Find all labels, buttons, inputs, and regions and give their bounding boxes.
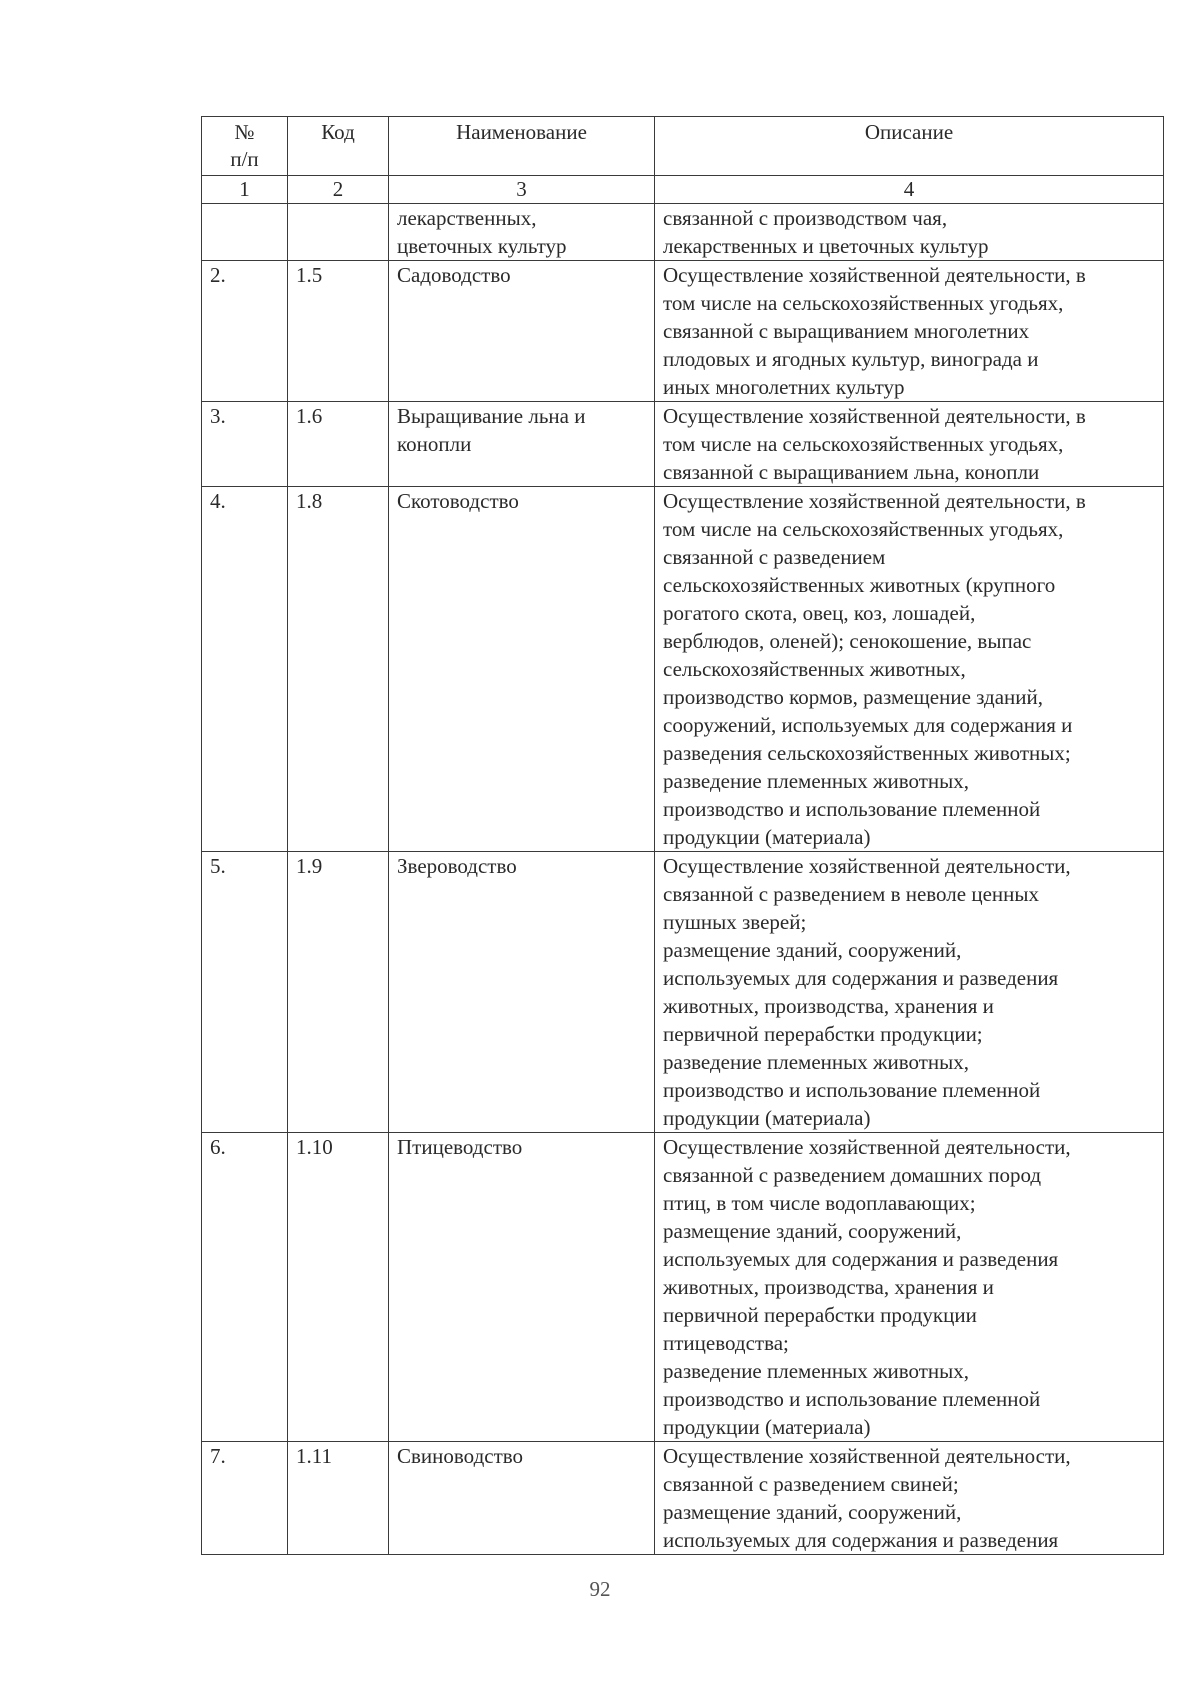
row-description-text: связанной с производством чая, лекарственных и цветочных культур xyxy=(663,206,989,258)
row-code xyxy=(288,204,389,261)
row-description-text: Осуществление хозяйственной деятельности, связанной с разведением домашних пород птиц, в том числе водоплавающих; размещение зданий, сооружений, используемых для содержания и разведения животных, производства, хранения и первичной перерабстки продукции птицеводства; разведение племенных животных, производство и использование племенной продукции (материала) xyxy=(663,1135,1071,1439)
row-num: 3. xyxy=(202,402,288,487)
row-description xyxy=(655,261,1164,402)
row-name-text: Звероводство xyxy=(397,854,517,878)
column-number: 3 xyxy=(389,176,655,204)
row-description xyxy=(655,852,1164,1133)
row-description-text: Осуществление хозяйственной деятельности, в том числе на сельскохозяйственных угодьях, связанной с разведением сельскохозяйственных животных (крупного рогатого скота, овец, коз, лошадей, верблюдов, оленей); сенокошение, выпас сельскохозяйственных животных, производство кормов, размещение зданий, сооружений, используемых для содержания и разведения сельскохозяйственных животных; разведение племенных животных, производство и использование племенной продукции (материала) xyxy=(663,489,1086,849)
table-header-row xyxy=(202,117,1164,176)
row-description xyxy=(655,1133,1164,1442)
row-description xyxy=(655,1442,1164,1555)
table-row xyxy=(202,852,1164,1133)
row-description-text: Осуществление хозяйственной деятельности, связанной с разведением свиней; размещение зданий, сооружений, используемых для содержания и разведения xyxy=(663,1444,1071,1552)
row-code: 1.9 xyxy=(288,852,389,1133)
column-number: 1 xyxy=(202,176,288,204)
header-name: Наименование xyxy=(389,117,655,176)
row-name xyxy=(389,402,655,487)
table-row xyxy=(202,1133,1164,1442)
table-row xyxy=(202,261,1164,402)
row-num: 5. xyxy=(202,852,288,1133)
row-code: 1.11 xyxy=(288,1442,389,1555)
row-name xyxy=(389,261,655,402)
column-numbers-row xyxy=(202,176,1164,204)
row-name xyxy=(389,487,655,852)
row-name-text: Садоводство xyxy=(397,263,511,287)
row-code: 1.6 xyxy=(288,402,389,487)
row-name xyxy=(389,204,655,261)
table-row xyxy=(202,1442,1164,1555)
row-code: 1.5 xyxy=(288,261,389,402)
row-num: 2. xyxy=(202,261,288,402)
row-name-text: лекарственных, цветочных культур xyxy=(397,206,567,258)
header-code: Код xyxy=(288,117,389,176)
row-description-text: Осуществление хозяйственной деятельности, в том числе на сельскохозяйственных угодьях, связанной с выращиванием льна, конопли xyxy=(663,404,1086,484)
header-description: Описание xyxy=(655,117,1164,176)
row-code: 1.8 xyxy=(288,487,389,852)
row-name-text: Выращивание льна и конопли xyxy=(397,404,586,456)
row-description xyxy=(655,204,1164,261)
column-number: 2 xyxy=(288,176,389,204)
row-num: 7. xyxy=(202,1442,288,1555)
row-name xyxy=(389,1442,655,1555)
row-description-text: Осуществление хозяйственной деятельности, в том числе на сельскохозяйственных угодьях, связанной с выращиванием многолетних плодовых и ягодных культур, винограда и иных многолетних культур xyxy=(663,263,1086,399)
header-num: № п/п xyxy=(202,117,288,176)
column-number: 4 xyxy=(655,176,1164,204)
table-row xyxy=(202,487,1164,852)
land-use-table xyxy=(201,116,1164,1555)
row-num: 4. xyxy=(202,487,288,852)
row-num xyxy=(202,204,288,261)
row-description xyxy=(655,487,1164,852)
row-name-text: Свиноводство xyxy=(397,1444,524,1468)
table-row xyxy=(202,204,1164,261)
row-name-text: Скотоводство xyxy=(397,489,519,513)
row-description xyxy=(655,402,1164,487)
page-number: 92 xyxy=(589,1577,611,1601)
row-name xyxy=(389,1133,655,1442)
row-code: 1.10 xyxy=(288,1133,389,1442)
row-description-text: Осуществление хозяйственной деятельности, связанной с разведением в неволе ценных пушных зверей; размещение зданий, сооружений, используемых для содержания и разведения животных, производства, хранения и первичной перерабстки продукции; разведение племенных животных, производство и использование племенной продукции (материала) xyxy=(663,854,1071,1130)
table-row xyxy=(202,402,1164,487)
row-num: 6. xyxy=(202,1133,288,1442)
row-name-text: Птицеводство xyxy=(397,1135,523,1159)
row-name xyxy=(389,852,655,1133)
